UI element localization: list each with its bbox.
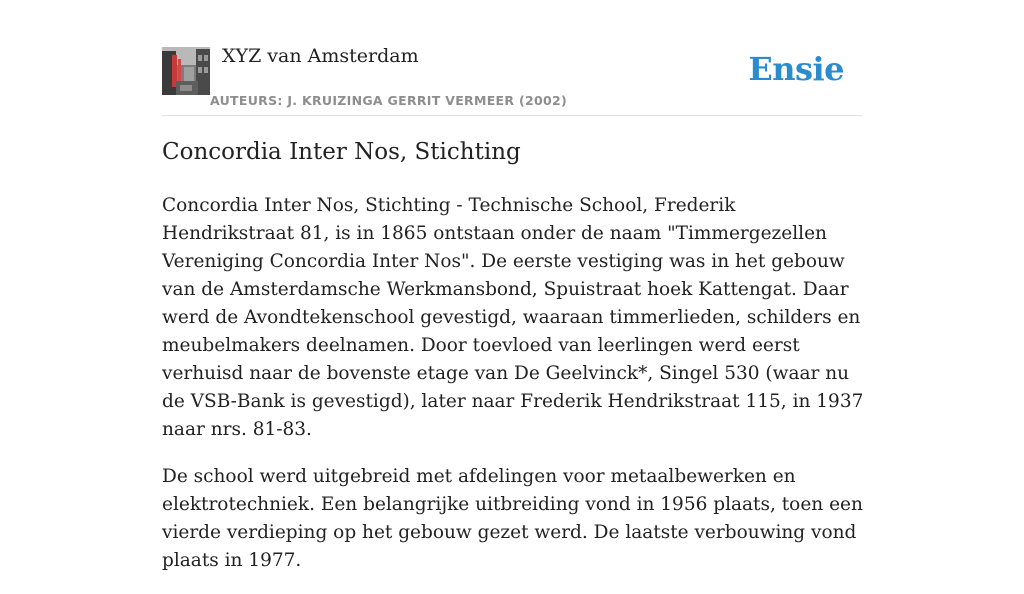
amsterdam-street-photo-icon xyxy=(162,47,210,95)
ensie-logo[interactable]: Ensie xyxy=(748,50,844,88)
article-paragraph: De school werd uitgebreid met afdelingen voor metaalbewerken en elektrotechniek. Een belangrijke uitbreiding vond in 1956 plaats, toen een vierde verdieping op het gebouw gezet werd. De laatste verbouwing vond plaats in 1977. xyxy=(162,466,863,571)
article-paragraph: Concordia Inter Nos, Stichting - Technische School, Frederik Hendrikstraat 81, is in 1865 ontstaan onder de naam "Timmergezellen Vereniging Concordia Inter Nos". De eerste vestiging was in het gebouw van de Amsterdamsche Werkmansbond, Spuistraat hoek Kattengat. Daar werd de Avondtekenschool gevestigd, waaraan timmerlieden, schilders en meubelmakers deelnamen. Door toevloed van leerlingen werd eerst verhuisd naar de bovenste etage van De Geelvinck*, Singel 530 (waar nu de VSB-Bank is gevestigd), later naar Frederik Hendrikstraat 115, in 1937 naar nrs. 81-83. xyxy=(162,195,864,440)
header xyxy=(162,0,862,116)
source-name[interactable]: XYZ van Amsterdam xyxy=(222,45,419,67)
source-avatar[interactable] xyxy=(162,47,210,95)
article-title: Concordia Inter Nos, Stichting xyxy=(162,139,521,165)
authors-line: AUTEURS: J. KRUIZINGA GERRIT VERMEER (2002) xyxy=(210,93,567,108)
article-body xyxy=(162,192,866,594)
